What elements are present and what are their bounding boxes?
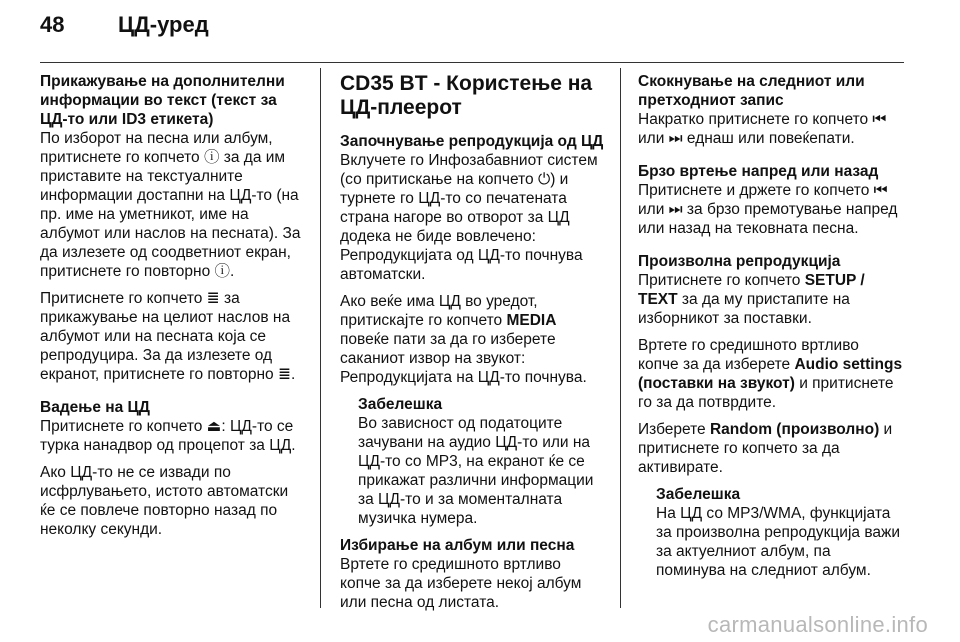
text: Притиснете го копчето [638, 272, 805, 289]
page-title: ЦД-уред [118, 12, 209, 37]
section-heading: Вадење на ЦД [40, 399, 150, 416]
column-divider-1 [320, 68, 321, 608]
paragraph [638, 336, 903, 412]
paragraph: Накратко притиснете го копчето ⏮ или ⏭ еднаш или повеќепати. [638, 111, 887, 147]
setup-key-label: SETUP / TEXT [638, 272, 865, 308]
menu-item-label: Audio settings (поставки на звукот) [638, 356, 903, 392]
column-1 [40, 72, 305, 539]
note-block [358, 395, 605, 528]
note-heading: Забелешка [656, 486, 741, 503]
text: повеќе пати за да го изберете саканиот извор на звукот: Репродукцијата на ЦД-то почнува. [340, 331, 587, 386]
paragraph [340, 292, 605, 387]
media-key-label: MEDIA [506, 312, 557, 329]
section-heading: Произволна репродукција [638, 253, 841, 270]
note-text: На ЦД со MP3/WMA, функцијата за произволна репродукција важи за актуелниот албум, па поминува на следниот албум. [656, 505, 901, 579]
text: и притиснете го копчето за да активирате. [638, 421, 893, 476]
note-block [656, 485, 903, 580]
section-heading: Брзо вртење напред или назад [638, 163, 879, 180]
paragraph [638, 420, 903, 477]
paragraph [638, 271, 903, 328]
section-heading: Започнување репродукција од ЦД [340, 133, 604, 150]
section-title: CD35 BT - Користење на ЦД-плеерот [340, 72, 593, 119]
text: Изберете [638, 421, 710, 438]
text: и притиснете го за да потврдите. [638, 375, 894, 411]
note-heading: Забелешка [358, 396, 443, 413]
column-divider-2 [620, 68, 621, 608]
paragraph: Вклучете го Инфозабавниот систем (со притискање на копчето ⏻) и турнете го ЦД-то со печатената страна нагоре во отворот за ЦД додека не биде вовлечено: Репродукцијата од ЦД-то почнува автоматски. [340, 152, 598, 283]
column-3 [638, 72, 903, 580]
section-heading: Избирање на албум или песна [340, 537, 575, 554]
column-2 [340, 72, 605, 612]
watermark: carmanualsonline.info [707, 612, 928, 637]
header-divider [40, 62, 904, 63]
page-number: 48 [40, 12, 65, 37]
section-heading: Прикажување на дополнителни информации во текст (текст за ЦД-то или ID3 етикета) [40, 73, 285, 128]
paragraph: Притиснете го копчето ⏏: ЦД-то се турка нанадвор од процепот за ЦД. [40, 418, 296, 454]
paragraph: Вртете го средишното вртливо копче за да изберете некој албум или песна од листата. [340, 556, 582, 611]
paragraph: Притиснете го копчето ≣ за прикажување на целиот наслов на албумот или на песната која се репродуцира. За да излезете од екранот, притиснете го повторно ≣. [40, 290, 296, 383]
text: Вртете го средишното вртливо копче за да изберете [638, 337, 859, 373]
section-heading: Скокнување на следниот или претходниот запис [638, 73, 865, 109]
paragraph: Ако ЦД-то не се извади по исфрлувањето, истото автоматски ќе се повлече повторно назад по неколку секунди. [40, 464, 289, 538]
note-text: Во зависност од податоците зачувани на аудио ЦД-то или на ЦД-то со MP3, на екранот ќе се прикажат различни информации за ЦД-то и за моменталната музичка нумера. [358, 415, 594, 527]
paragraph: По изборот на песна или албум, притиснете го копчето ⓘ за да им приставите на текстуалните информации достапни на ЦД-то (на пр. име на уметникот, име на албумот или наслов на песната). За да излезете од соодветниот екран, притиснете го повторно ⓘ. [40, 130, 301, 280]
paragraph: Притиснете и држете го копчето ⏮ или ⏭ за брзо премотување напред или назад на тековната песна. [638, 182, 898, 237]
menu-item-label: Random (произволно) [709, 421, 880, 438]
text: за да му пристапите на изборникот за поставки. [638, 291, 850, 327]
text: Ако веќе има ЦД во уредот, притискајте го копчето [340, 293, 538, 329]
